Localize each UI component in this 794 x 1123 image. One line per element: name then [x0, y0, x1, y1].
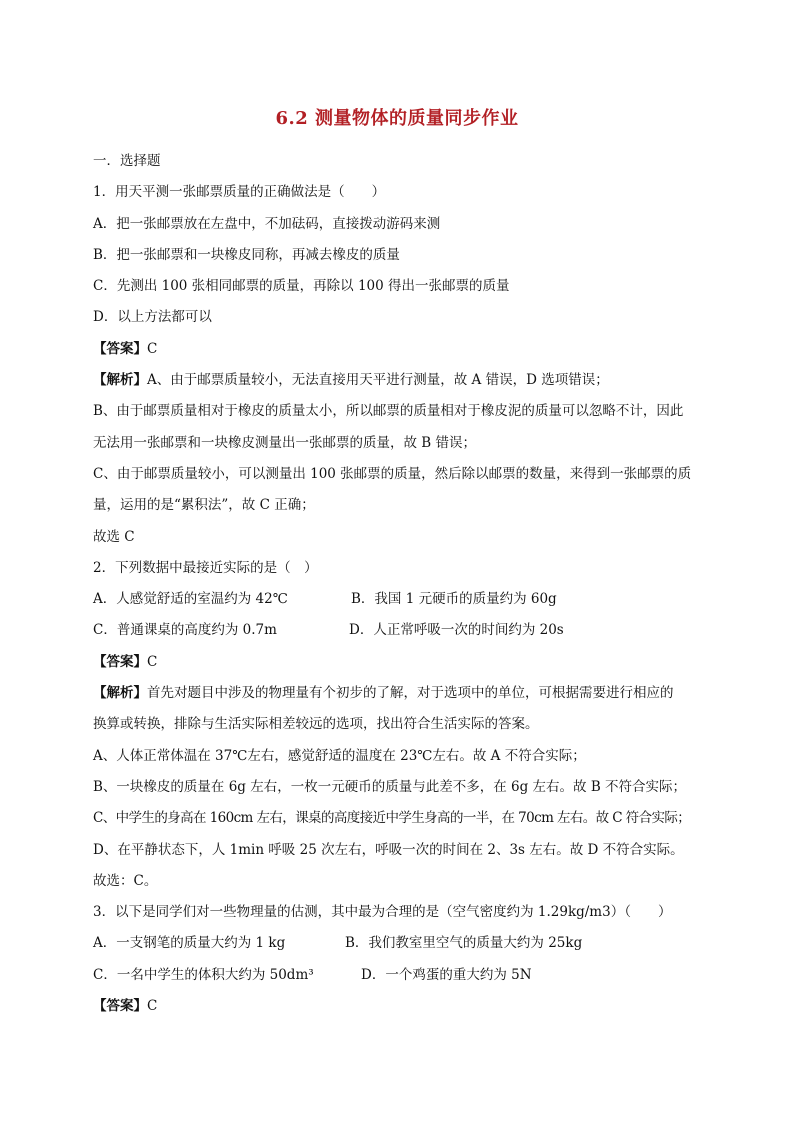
analysis-text: A、由于邮票质量较小，无法直接用天平进行测量，故 A 错误，D 选项错误；: [147, 372, 609, 389]
q2-option-a: A．人感觉舒适的室温约为 42℃: [93, 591, 288, 608]
answer-value: C: [147, 998, 158, 1015]
q2-analysis-line: C、中学生的身高在 160cm 左右，课桌的高度接近中学生身高的一半，在 70cm 左右。故 C 符合实际；: [93, 810, 691, 827]
q2-option-d: D．人正常呼吸一次的时间约为 20s: [349, 622, 564, 639]
q3-option-d: D．一个鸡蛋的重大约为 5N: [361, 966, 532, 983]
analysis-tag: 【解析】: [93, 372, 147, 389]
q2-analysis-line: A、人体正常体温在 37℃左右，感觉舒适的温度在 23℃左右。故 A 不符合实际；: [93, 747, 586, 764]
q1-option-b: B．把一张邮票和一块橡皮同称，再减去橡皮的质量: [93, 246, 400, 263]
q3-options-row: [93, 960, 703, 991]
q2-option-c: C．普通课桌的高度约为 0.7m: [93, 622, 277, 639]
answer-tag: 【答案】: [93, 653, 147, 670]
q2-analysis: [93, 678, 703, 709]
q3-stem: 3．以下是同学们对一些物理量的估测，其中最为合理的是（空气密度约为 1.29kg/m3）（ ）: [93, 904, 672, 921]
analysis-tag: 【解析】: [93, 685, 147, 702]
q1-option-d: D．以上方法都可以: [93, 309, 212, 326]
q2-analysis-line: 故选：C。: [93, 872, 158, 889]
q2-option-b: B．我国 1 元硬币的质量约为 60g: [351, 591, 557, 608]
q2-analysis-line: B、一块橡皮的质量在 6g 左右，一枚一元硬币的质量与此差不多，在 6g 左右。故 B 不符合实际；: [93, 778, 687, 795]
q1-option-c: C．先测出 100 张相同邮票的质量，再除以 100 得出一张邮票的质量: [93, 278, 510, 295]
answer-tag: 【答案】: [93, 340, 147, 357]
answer-tag: 【答案】: [93, 998, 147, 1015]
q1-option-a: A．把一张邮票放在左盘中，不加砝码，直接拨动游码来测: [93, 215, 441, 232]
q1-analysis-line: B、由于邮票质量相对于橡皮的质量太小，所以邮票的质量相对于橡皮泥的质量可以忽略不计，因此: [93, 403, 684, 420]
q1-analysis-line: 量，运用的是“累积法”，故 C 正确；: [93, 497, 315, 514]
analysis-text: 首先对题目中涉及的物理量有个初步的了解，对于选项中的单位，可根据需要进行相应的: [147, 685, 674, 702]
answer-value: C: [147, 340, 158, 357]
q1-answer: [93, 334, 703, 365]
q2-analysis-line: 换算或转换，排除与生活实际相差较远的选项，找出符合生活实际的答案。: [93, 716, 539, 733]
q2-options-row: [93, 584, 703, 615]
document-body: [93, 146, 703, 1022]
document-title: 6.2 测量物体的质量同步作业: [275, 108, 519, 129]
q3-option-c: C．一名中学生的体积大约为 50dm³: [93, 966, 314, 983]
q2-answer: [93, 647, 703, 678]
section-heading: 一．选择题: [93, 153, 161, 169]
q1-stem: 1．用天平测一张邮票质量的正确做法是（ ）: [93, 184, 386, 201]
q1-analysis-line: 故选 C: [93, 528, 135, 545]
answer-value: C: [147, 653, 158, 670]
q2-analysis-line: D、在平静状态下，人 1min 呼吸 25 次左右，呼吸一次的时间在 2、3s 左右。故 D 不符合实际。: [93, 841, 684, 858]
q3-options-row: [93, 928, 703, 959]
q1-analysis: [93, 365, 703, 396]
q1-analysis-line: C、由于邮票质量较小，可以测量出 100 张邮票的质量，然后除以邮票的数量，来得到一张邮票的质: [93, 465, 692, 482]
q2-options-row: [93, 615, 703, 646]
q3-answer: [93, 991, 703, 1022]
q1-analysis-line: 无法用一张邮票和一块橡皮测量出一张邮票的质量，故 B 错误；: [93, 434, 477, 451]
q3-option-a: A．一支钢笔的质量大约为 1 kg: [93, 935, 286, 952]
q3-option-b: B．我们教室里空气的质量大约为 25kg: [345, 935, 583, 952]
q2-stem: 2．下列数据中最接近实际的是（ ）: [93, 559, 318, 576]
